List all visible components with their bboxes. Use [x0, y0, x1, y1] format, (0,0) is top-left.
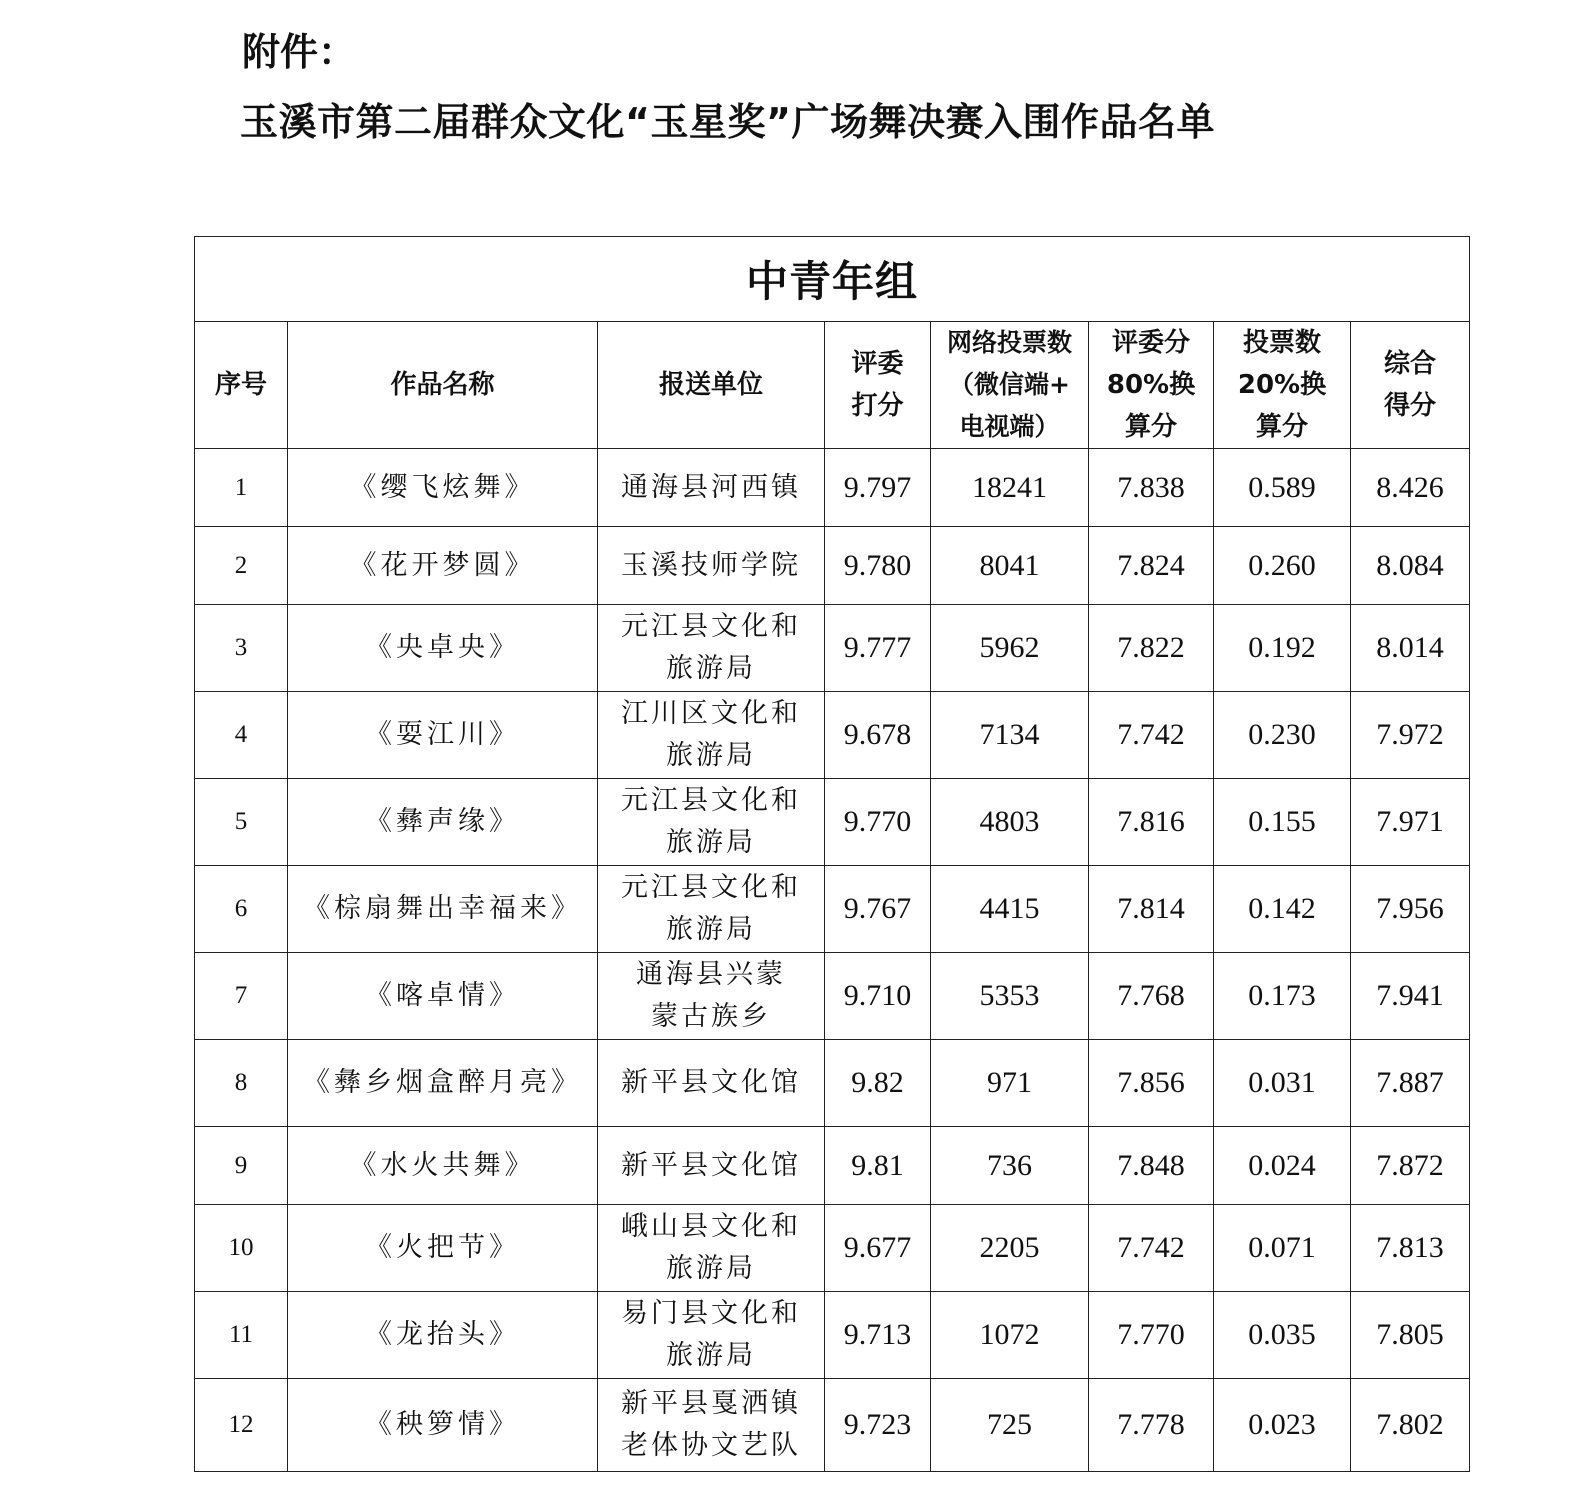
cell-total: 7.887 [1351, 1040, 1470, 1127]
cell-total: 7.805 [1351, 1292, 1470, 1379]
cell-votes: 725 [931, 1379, 1089, 1472]
cell-total: 7.802 [1351, 1379, 1470, 1472]
cell-judge80: 7.822 [1089, 605, 1214, 692]
cell-judge: 9.797 [825, 449, 931, 527]
cell-judge80: 7.856 [1089, 1040, 1214, 1127]
cell-judge: 9.678 [825, 692, 931, 779]
table-row [195, 1205, 1470, 1292]
attachment-label: 附件： [242, 30, 357, 74]
table-row [195, 449, 1470, 527]
cell-unit: 通海县河西镇 [598, 449, 825, 527]
cell-work: 《央卓央》 [288, 605, 598, 692]
cell-judge: 9.780 [825, 527, 931, 605]
document-title: 玉溪市第二届群众文化“玉星奖”广场舞决赛入围作品名单 [240, 100, 1215, 144]
cell-judge80: 7.742 [1089, 692, 1214, 779]
results-table [194, 236, 1470, 1472]
cell-unit: 新平县戛洒镇 老体协文艺队 [598, 1379, 825, 1472]
cell-vote20: 0.192 [1214, 605, 1351, 692]
cell-votes: 5962 [931, 605, 1089, 692]
cell-judge80: 7.742 [1089, 1205, 1214, 1292]
table-row [195, 953, 1470, 1040]
cell-work: 《花开梦圆》 [288, 527, 598, 605]
cell-total: 8.084 [1351, 527, 1470, 605]
cell-unit: 元江县文化和 旅游局 [598, 866, 825, 953]
cell-unit: 元江县文化和 旅游局 [598, 605, 825, 692]
cell-work: 《棕扇舞出幸福来》 [288, 866, 598, 953]
cell-vote20: 0.173 [1214, 953, 1351, 1040]
cell-no: 10 [195, 1205, 288, 1292]
cell-total: 7.872 [1351, 1127, 1470, 1205]
table-row [195, 1292, 1470, 1379]
cell-votes: 1072 [931, 1292, 1089, 1379]
cell-votes: 971 [931, 1040, 1089, 1127]
cell-unit: 易门县文化和 旅游局 [598, 1292, 825, 1379]
cell-vote20: 0.071 [1214, 1205, 1351, 1292]
cell-judge80: 7.814 [1089, 866, 1214, 953]
cell-judge80: 7.848 [1089, 1127, 1214, 1205]
cell-no: 2 [195, 527, 288, 605]
cell-vote20: 0.142 [1214, 866, 1351, 953]
cell-total: 7.941 [1351, 953, 1470, 1040]
cell-vote20: 0.023 [1214, 1379, 1351, 1472]
cell-votes: 5353 [931, 953, 1089, 1040]
cell-work: 《龙抬头》 [288, 1292, 598, 1379]
cell-no: 5 [195, 779, 288, 866]
cell-judge80: 7.824 [1089, 527, 1214, 605]
cell-work: 《耍江川》 [288, 692, 598, 779]
header-vote20: 投票数 20%换 算分 [1214, 322, 1351, 449]
cell-judge: 9.770 [825, 779, 931, 866]
cell-work: 《秧箩情》 [288, 1379, 598, 1472]
cell-total: 7.972 [1351, 692, 1470, 779]
cell-work: 《喀卓情》 [288, 953, 598, 1040]
cell-unit: 江川区文化和 旅游局 [598, 692, 825, 779]
cell-votes: 2205 [931, 1205, 1089, 1292]
cell-vote20: 0.031 [1214, 1040, 1351, 1127]
table-row [195, 605, 1470, 692]
cell-total: 7.956 [1351, 866, 1470, 953]
cell-judge: 9.777 [825, 605, 931, 692]
table-row [195, 692, 1470, 779]
header-unit: 报送单位 [598, 322, 825, 449]
cell-votes: 736 [931, 1127, 1089, 1205]
cell-judge: 9.677 [825, 1205, 931, 1292]
cell-judge: 9.713 [825, 1292, 931, 1379]
cell-vote20: 0.260 [1214, 527, 1351, 605]
cell-no: 12 [195, 1379, 288, 1472]
cell-vote20: 0.155 [1214, 779, 1351, 866]
cell-no: 1 [195, 449, 288, 527]
cell-vote20: 0.024 [1214, 1127, 1351, 1205]
cell-work: 《火把节》 [288, 1205, 598, 1292]
cell-work: 《缨飞炫舞》 [288, 449, 598, 527]
table-row [195, 1379, 1470, 1472]
cell-unit: 新平县文化馆 [598, 1040, 825, 1127]
cell-votes: 18241 [931, 449, 1089, 527]
header-no: 序号 [195, 322, 288, 449]
cell-total: 8.014 [1351, 605, 1470, 692]
table-row [195, 1127, 1470, 1205]
cell-work: 《水火共舞》 [288, 1127, 598, 1205]
table-row [195, 779, 1470, 866]
cell-total: 8.426 [1351, 449, 1470, 527]
cell-no: 7 [195, 953, 288, 1040]
cell-no: 9 [195, 1127, 288, 1205]
table-row [195, 527, 1470, 605]
cell-judge80: 7.838 [1089, 449, 1214, 527]
header-judge80: 评委分 80%换 算分 [1089, 322, 1214, 449]
cell-no: 8 [195, 1040, 288, 1127]
cell-unit: 新平县文化馆 [598, 1127, 825, 1205]
cell-judge80: 7.778 [1089, 1379, 1214, 1472]
header-row [195, 322, 1470, 449]
cell-vote20: 0.230 [1214, 692, 1351, 779]
cell-no: 3 [195, 605, 288, 692]
cell-judge80: 7.770 [1089, 1292, 1214, 1379]
cell-unit: 峨山县文化和 旅游局 [598, 1205, 825, 1292]
cell-judge: 9.723 [825, 1379, 931, 1472]
cell-votes: 7134 [931, 692, 1089, 779]
cell-judge80: 7.768 [1089, 953, 1214, 1040]
cell-no: 11 [195, 1292, 288, 1379]
header-judge: 评委 打分 [825, 322, 931, 449]
cell-unit: 通海县兴蒙 蒙古族乡 [598, 953, 825, 1040]
cell-votes: 8041 [931, 527, 1089, 605]
cell-unit: 玉溪技师学院 [598, 527, 825, 605]
cell-judge80: 7.816 [1089, 779, 1214, 866]
cell-work: 《彝声缘》 [288, 779, 598, 866]
cell-vote20: 0.589 [1214, 449, 1351, 527]
header-work: 作品名称 [288, 322, 598, 449]
cell-judge: 9.81 [825, 1127, 931, 1205]
cell-judge: 9.710 [825, 953, 931, 1040]
cell-votes: 4415 [931, 866, 1089, 953]
header-votes: 网络投票数 （微信端+ 电视端） [931, 322, 1089, 449]
cell-judge: 9.767 [825, 866, 931, 953]
cell-no: 6 [195, 866, 288, 953]
cell-no: 4 [195, 692, 288, 779]
table-row [195, 1040, 1470, 1127]
cell-total: 7.813 [1351, 1205, 1470, 1292]
table-row [195, 866, 1470, 953]
cell-judge: 9.82 [825, 1040, 931, 1127]
cell-unit: 元江县文化和 旅游局 [598, 779, 825, 866]
group-title: 中青年组 [195, 237, 1470, 322]
cell-work: 《彝乡烟盒醉月亮》 [288, 1040, 598, 1127]
cell-vote20: 0.035 [1214, 1292, 1351, 1379]
cell-votes: 4803 [931, 779, 1089, 866]
header-total: 综合 得分 [1351, 322, 1470, 449]
cell-total: 7.971 [1351, 779, 1470, 866]
